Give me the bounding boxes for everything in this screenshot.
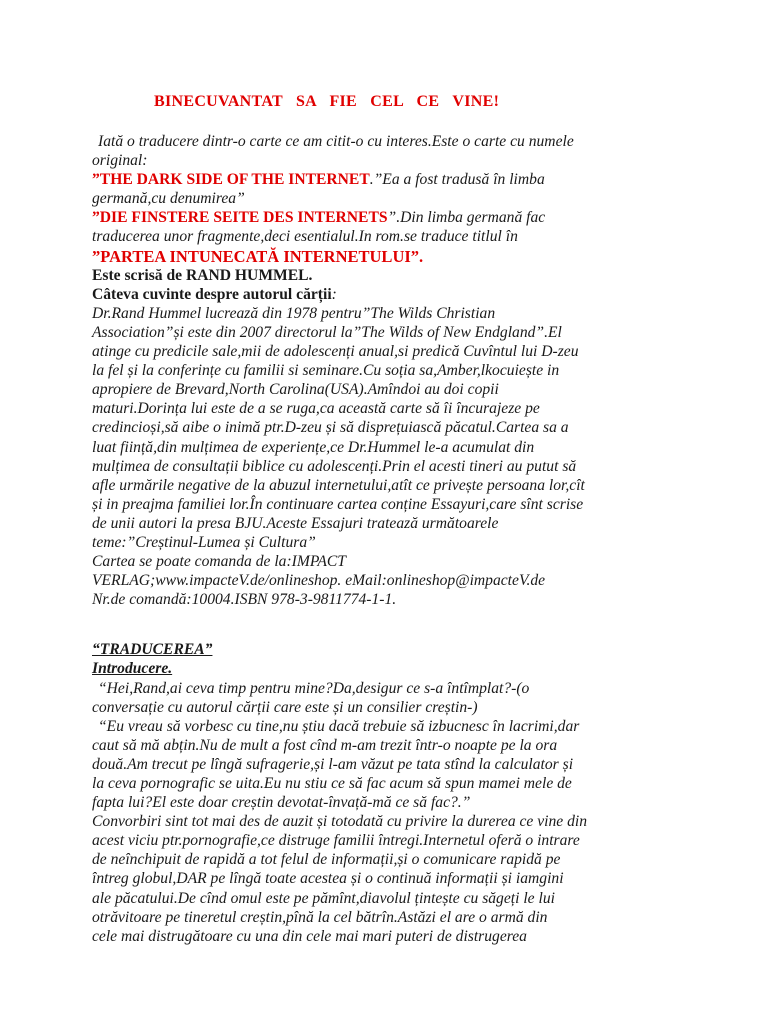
- paragraph-gap: [92, 609, 724, 640]
- translation-line-14: cele mai distrugătoare cu una din cele mai mari puteri de distrugerea: [92, 927, 527, 945]
- translation-line-11: întreg globul,DAR pe lîngă toate acestea și o continuă informații și iamgini: [92, 870, 564, 888]
- translation-line: traducerea unor fragmente,deci esentialul.In rom.se traduce titlul în: [92, 228, 518, 246]
- english-book-title: ”THE DARK SIDE OF THE INTERNET: [92, 171, 370, 189]
- author-line-7: credincioși,să aibe o inimă ptr.D-zeu și să disprețuiască păcatul.Cartea sa a: [92, 419, 569, 437]
- translation-line-12: ale păcatului.De cînd omul este pe pămînt,diavolul țintește cu săgeți le lui: [92, 889, 555, 907]
- english-title-line: [92, 170, 724, 189]
- author-paragraph: [92, 304, 724, 610]
- translation-line-3: “Eu vreau să vorbesc cu tine,nu știu dacă trebuie să izbucnesc în lacrimi,dar: [98, 717, 580, 735]
- translation-line-5: două.Am trecut pe lîngă sufragerie,și l-am văzut pe tata stînd la calculator și: [92, 755, 574, 773]
- author-line-14: Cartea se poate comanda de la:IMPACT: [92, 553, 346, 571]
- translation-paragraph: [92, 679, 724, 946]
- document-title: BINECUVANTAT SA FIE CEL CE VINE!: [154, 93, 500, 110]
- romanian-book-title: ”PARTEA INTUNECATĂ INTERNETULUI”.: [92, 246, 424, 266]
- author-line-9: mulțimea de consultații biblice cu adolescenți.Prin el acesti tineri au putut să: [92, 457, 577, 475]
- translation-line-4: caut să mă abțin.Nu de mult a fost cînd m-am trezit într-o noapte pe la ora: [92, 736, 558, 754]
- author-heading-colon: :: [331, 285, 337, 303]
- author-line-3: atinge cu predicile sale,mii de adolescenți anual,si predică Cuvîntul lui D-zeu: [92, 343, 579, 361]
- author-line: Este scrisă de RAND HUMMEL.: [92, 266, 313, 284]
- author-line-13: teme:”Creștinul-Lumea și Cultura”: [92, 533, 316, 551]
- author-line-8: luat ființă,din mulțimea de experiențe,ce Dr.Hummel le-a acumulat din: [92, 438, 535, 456]
- author-line-2: Association”și este din 2007 directorul la”The Wilds of New Endgland”.El: [92, 323, 562, 341]
- author-line-11: și in preajma familiei lor.În continuare cartea conține Essayuri,care sînt scrise: [92, 495, 584, 513]
- author-line-5: apropiere de Brevard,North Carolina(USA).Amîndoi au doi copii: [92, 381, 499, 399]
- author-line-4: la fel și la conferințe cu familii si seminare.Cu soția sa,Amber,lkocuiește in: [92, 362, 560, 380]
- german-line: germană,cu denumirea”: [92, 190, 245, 208]
- german-title-line: [92, 208, 724, 227]
- author-line-15: VERLAG;www.impacteV.de/onlineshop. eMail:onlineshop@impacteV.de: [92, 572, 546, 590]
- translation-line-8: Convorbiri sint tot mai des de auzit și totodată cu privire la durerea ce vine din: [92, 813, 588, 831]
- author-heading-line: [92, 285, 724, 304]
- intro-line-1: Iată o traducere dintr-o carte ce am citit-o cu interes.Este o carte cu numele: [98, 133, 574, 150]
- author-line-1: Dr.Rand Hummel lucrează din 1978 pentru”The Wilds Christian: [92, 304, 496, 322]
- intro-heading: Introducere.: [92, 660, 173, 678]
- translation-line-6: la ceva pornografic se uita.Eu nu stiu ce să fac acum să spun mamei mele de: [92, 775, 572, 792]
- german-book-title: ”DIE FINSTERE SEITE DES INTERNETS: [92, 209, 388, 227]
- translation-line-7: fapta lui?El este doar creștin devotat-învață-mă ce să fac?.”: [92, 794, 471, 812]
- translation-line-1: “Hei,Rand,ai ceva timp pentru mine?Da,desigur ce s-a întîmplat?-(o: [98, 679, 530, 697]
- translation-line-9: acest viciu ptr.pornografie,ce distruge familii întregi.Internetul oferă o intrare: [92, 832, 580, 850]
- author-line-6: maturi.Dorința lui este de a se ruga,ca această carte să îi încurajeze pe: [92, 400, 540, 418]
- translation-line-13: otrăvitoare pe tineretul creștin,pînă la cel bătrîn.Astăzi el are o armă din: [92, 908, 548, 926]
- intro-line-2: original:: [92, 152, 148, 170]
- german-title-tail: ”.Din limba germană fac: [387, 209, 546, 227]
- translation-line-10: de neînchipuit de rapidă a tot felul de informații,și o comunicare rapidă pe: [92, 851, 561, 869]
- author-heading: Câteva cuvinte despre autorul cărții: [92, 285, 332, 303]
- document-body: [92, 132, 724, 946]
- author-line-16: Nr.de comandă:10004.ISBN 978-3-9811774-1-1.: [92, 591, 397, 609]
- author-line-12: de unii autori la presa BJU.Aceste Essajuri tratează următoarele: [92, 514, 499, 532]
- english-title-tail: .”Ea a fost tradusă în limba: [369, 171, 545, 189]
- author-line-10: afle urmările negative de la abuzul internetului,atît ce privește persoana lor,cît: [92, 476, 585, 494]
- translation-line-2: conversație cu autorul cărții care este și un consilier creștin-): [92, 698, 478, 716]
- section-heading: “TRADUCEREA”: [92, 641, 213, 659]
